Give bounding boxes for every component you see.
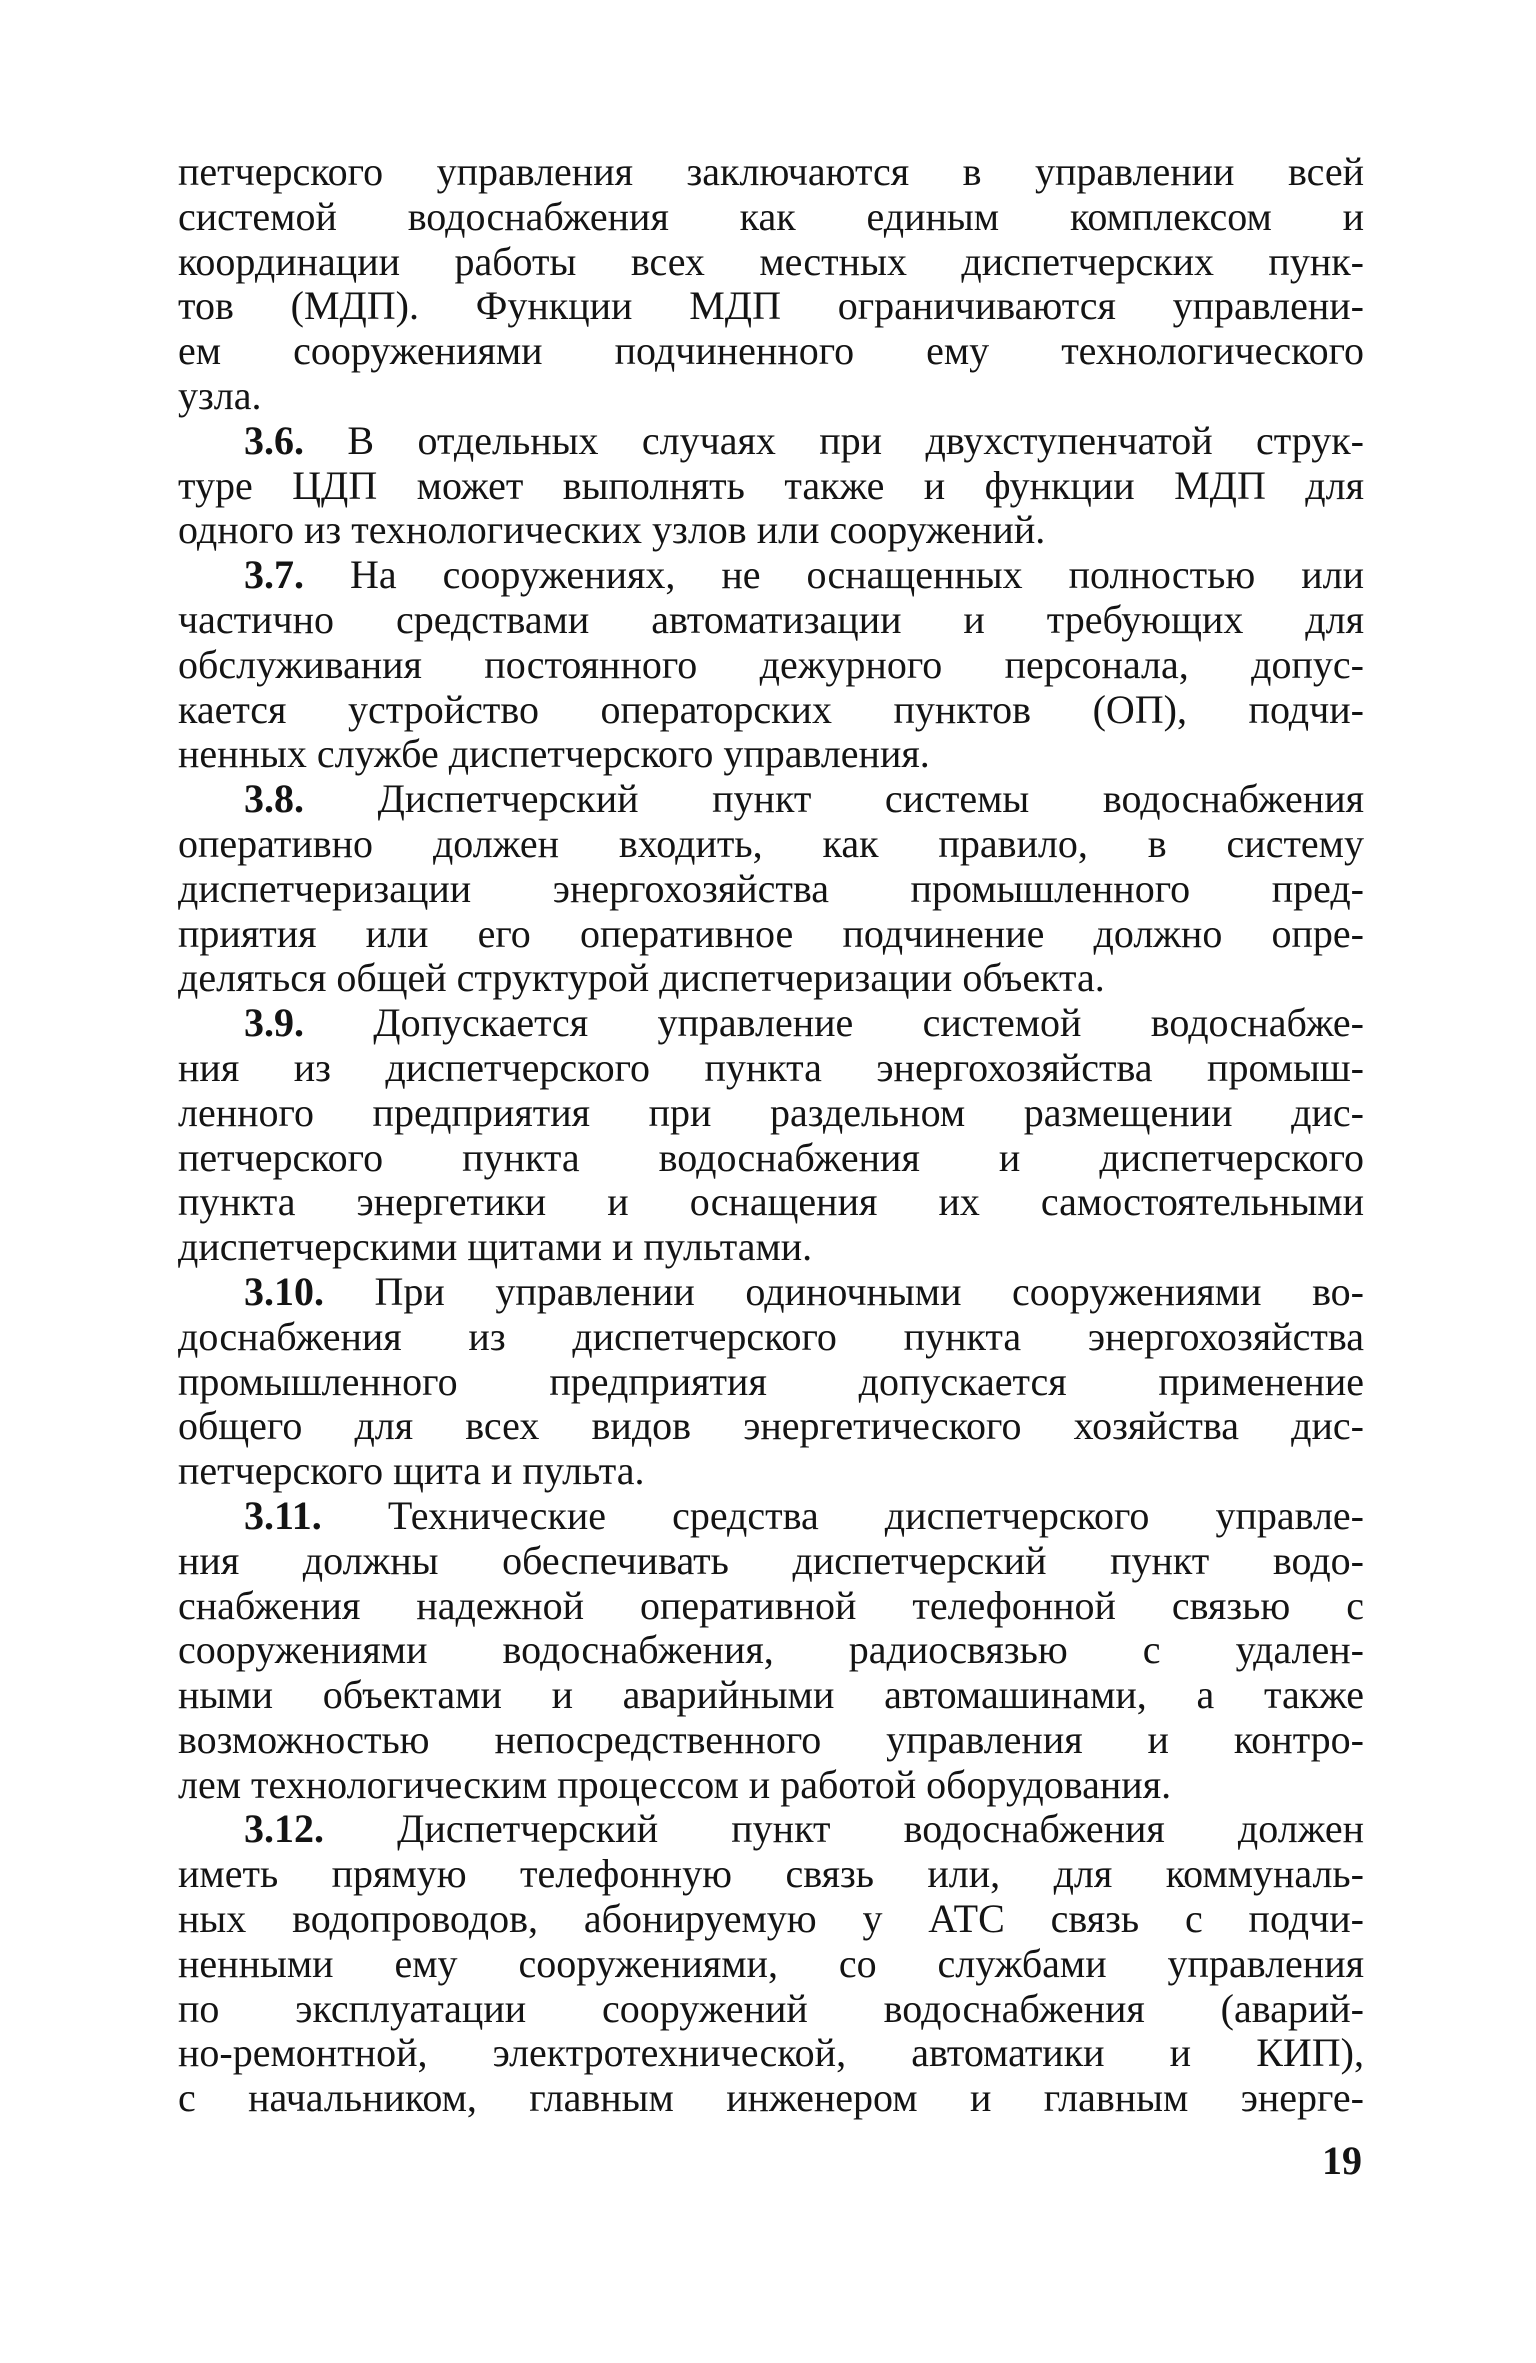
text-line [178,1001,1364,1046]
text-line: приятия или его оперативное подчинение должно опре- [178,910,1364,956]
text-line: пункта энергетики и оснащения их самостоятельными [178,1179,1364,1225]
text-line: деляться общей структурой диспетчеризации объекта. [178,955,1105,1001]
text-line: промышленного предприятия допускается применение [178,1358,1364,1404]
text-line-content: Допускается управление системой водоснабже- [373,1000,1364,1046]
text-line: диспетчерскими щитами и пультами. [178,1224,813,1270]
text-line [178,419,1364,464]
clause-number: 3.12. [244,1806,324,1852]
text-line-content: В отдельных случаях при двухступенчатой струк- [347,417,1365,463]
text-line: обслуживания постоянного дежурного персонала, допус- [178,641,1364,687]
text-line: одного из технологических узлов или сооружений. [178,507,1046,553]
text-line: ем сооружениями подчиненного ему технологического [178,328,1364,374]
text-line: петчерского управления заключаются в управлении всей [178,149,1364,194]
text-line: ных водопроводов, абонируемую у АТС связь с подчи- [178,1896,1364,1942]
clause-number: 3.8. [244,776,304,822]
text-line-content: Диспетчерский пункт системы водоснабжения [377,776,1364,822]
text-line [178,553,1364,598]
text-line-content: Технические средства диспетчерского управле- [387,1492,1364,1538]
text-line: с начальником, главным инженером и главным энерге- [178,2075,1364,2121]
text-line: оперативно должен входить, как правило, в систему [178,820,1364,866]
text-line: координации работы всех местных диспетчерских пунк- [178,238,1364,284]
clause-number: 3.6. [244,417,304,463]
text-line: частично средствами автоматизации и требующих для [178,596,1364,642]
text-line-content: Диспетчерский пункт водоснабжения должен [397,1806,1364,1852]
text-line: петчерского щита и пульта. [178,1448,645,1494]
text-line: общего для всех видов энергетического хозяйства дис- [178,1403,1364,1449]
paragraph-3-10 [178,1270,1364,1494]
text-line: сооружениями водоснабжения, радиосвязью с удален- [178,1627,1364,1673]
text-line: туре ЦДП может выполнять также и функции МДП для [178,462,1364,508]
text-line: возможностью непосредственного управления и контро- [178,1716,1364,1762]
text-line [178,1494,1364,1539]
text-line: ния должны обеспечивать диспетчерский пункт водо- [178,1537,1364,1583]
paragraph-3-7 [178,553,1364,777]
text-line: петчерского пункта водоснабжения и диспетчерского [178,1134,1364,1180]
page-body [178,150,1364,2121]
text-line: диспетчеризации энергохозяйства промышленного пред- [178,865,1364,911]
text-line: ненными ему сооружениями, со службами управления [178,1940,1364,1986]
text-line: иметь прямую телефонную связь или, для коммуналь- [178,1851,1364,1897]
text-line: доснабжения из диспетчерского пункта энергохозяйства [178,1313,1364,1359]
text-line [178,1807,1364,1852]
text-line: по эксплуатации сооружений водоснабжения (аварий- [178,1985,1364,2031]
text-line: лем технологическим процессом и работой оборудования. [178,1761,1172,1807]
text-line [178,1270,1364,1315]
text-line: ния из диспетчерского пункта энергохозяйства промыш- [178,1044,1364,1090]
clause-number: 3.7. [244,552,304,598]
text-line: снабжения надежной оперативной телефонной связью с [178,1582,1364,1628]
paragraph-3-6 [178,419,1364,553]
paragraph-3-8 [178,777,1364,1001]
clause-number: 3.11. [244,1492,322,1538]
text-line: системой водоснабжения как единым комплексом и [178,193,1364,239]
text-line-content: При управлении одиночными сооружениями во- [374,1268,1364,1314]
paragraph-3-12 [178,1807,1364,2121]
text-line: ленного предприятия при раздельном размещении дис- [178,1089,1364,1135]
text-line: ными объектами и аварийными автомашинами, а также [178,1672,1364,1718]
text-line: ненных службе диспетчерского управления. [178,731,930,777]
clause-number: 3.9. [244,1000,304,1046]
text-line: узла. [178,372,262,418]
paragraph-3-9 [178,1001,1364,1270]
page-number: 19 [1322,2138,1362,2183]
paragraph-continuation [178,150,1364,419]
text-line: тов (МДП). Функции МДП ограничиваются управлени- [178,283,1364,329]
clause-number: 3.10. [244,1268,324,1314]
text-line: кается устройство операторских пунктов (ОП), подчи- [178,686,1364,732]
paragraph-3-11 [178,1494,1364,1808]
text-line: но-ремонтной, электротехнической, автоматики и КИП), [178,2030,1364,2076]
text-line [178,777,1364,822]
text-line-content: На сооружениях, не оснащенных полностью или [349,552,1364,598]
